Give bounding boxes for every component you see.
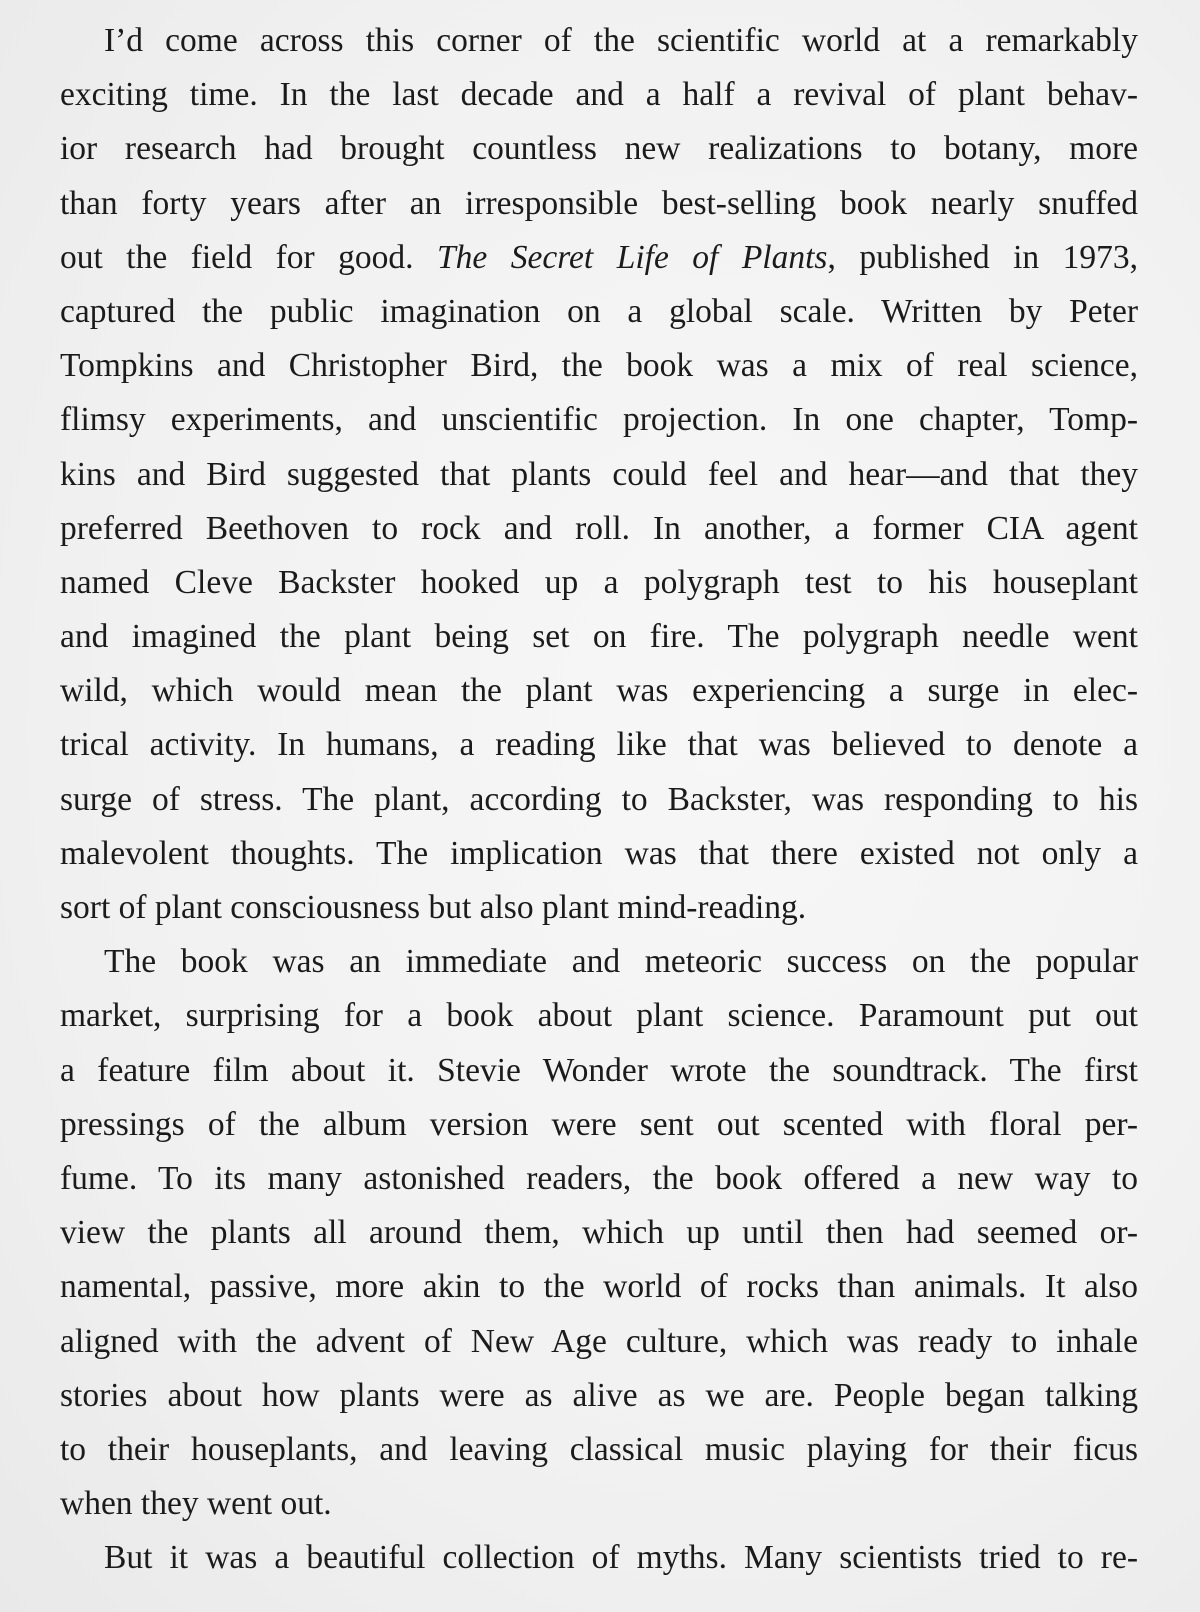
- text-line: [60, 231, 1138, 285]
- text-line: view the plants all around them, which up until then had seemed or-: [60, 1214, 1138, 1252]
- text-line: flimsy experiments, and unscientific projection. In one chapter, Tomp-: [60, 401, 1138, 439]
- text-line: when they went out.: [60, 1485, 332, 1523]
- text-line: stories about how plants were as alive as we are. People began talking: [60, 1376, 1138, 1414]
- paragraph: [60, 935, 1138, 1531]
- text-run: , published in 1973,: [827, 238, 1138, 276]
- text-line: Tompkins and Christopher Bird, the book was a mix of real science,: [60, 347, 1138, 385]
- text-line: The book was an immediate and meteoric success on the popular: [104, 943, 1138, 981]
- text-line: namental, passive, more akin to the world of rocks than animals. It also: [60, 1268, 1138, 1306]
- text-line: malevolent thoughts. The implication was that there existed not only a: [60, 834, 1138, 872]
- book-title: The Secret Life of Plants: [437, 238, 828, 276]
- paragraph: [60, 1531, 1138, 1585]
- text-line: trical activity. In humans, a reading like that was believed to denote a: [60, 726, 1138, 764]
- text-run: out the field for good.: [60, 238, 438, 276]
- text-line: aligned with the advent of New Age culture, which was ready to inhale: [60, 1322, 1138, 1360]
- text-line: But it was a beautiful collection of myths. Many scientists tried to re-: [104, 1539, 1138, 1577]
- text-line: preferred Beethoven to rock and roll. In another, a former CIA agent: [60, 509, 1138, 547]
- text-line: I’d come across this corner of the scientific world at a remarkably: [104, 22, 1138, 59]
- text-line: pressings of the album version were sent out scented with floral per-: [60, 1105, 1138, 1143]
- body-text: [60, 14, 1138, 1585]
- text-line: than forty years after an irresponsible best-selling book nearly snuffed: [60, 184, 1138, 222]
- text-line: named Cleve Backster hooked up a polygraph test to his houseplant: [60, 563, 1138, 601]
- text-line: fume. To its many astonished readers, the book offered a new way to: [60, 1159, 1138, 1197]
- text-line: captured the public imagination on a global scale. Written by Peter: [60, 292, 1138, 330]
- paragraph: [60, 14, 1138, 935]
- text-line: wild, which would mean the plant was experiencing a surge in elec-: [60, 672, 1138, 710]
- text-line: surge of stress. The plant, according to Backster, was responding to his: [60, 780, 1138, 818]
- text-line: market, surprising for a book about plant science. Paramount put out: [60, 997, 1138, 1035]
- text-line: sort of plant consciousness but also plant mind-reading.: [60, 889, 807, 926]
- text-line: to their houseplants, and leaving classical music playing for their ficus: [60, 1430, 1138, 1468]
- text-line: ior research had brought countless new realizations to botany, more: [60, 130, 1138, 168]
- text-line: exciting time. In the last decade and a half a revival of plant behav-: [60, 76, 1138, 114]
- text-line: and imagined the plant being set on fire. The polygraph needle went: [60, 618, 1138, 656]
- text-line: kins and Bird suggested that plants could feel and hear—and that they: [60, 455, 1138, 493]
- text-line: a feature film about it. Stevie Wonder wrote the soundtrack. The first: [60, 1051, 1138, 1089]
